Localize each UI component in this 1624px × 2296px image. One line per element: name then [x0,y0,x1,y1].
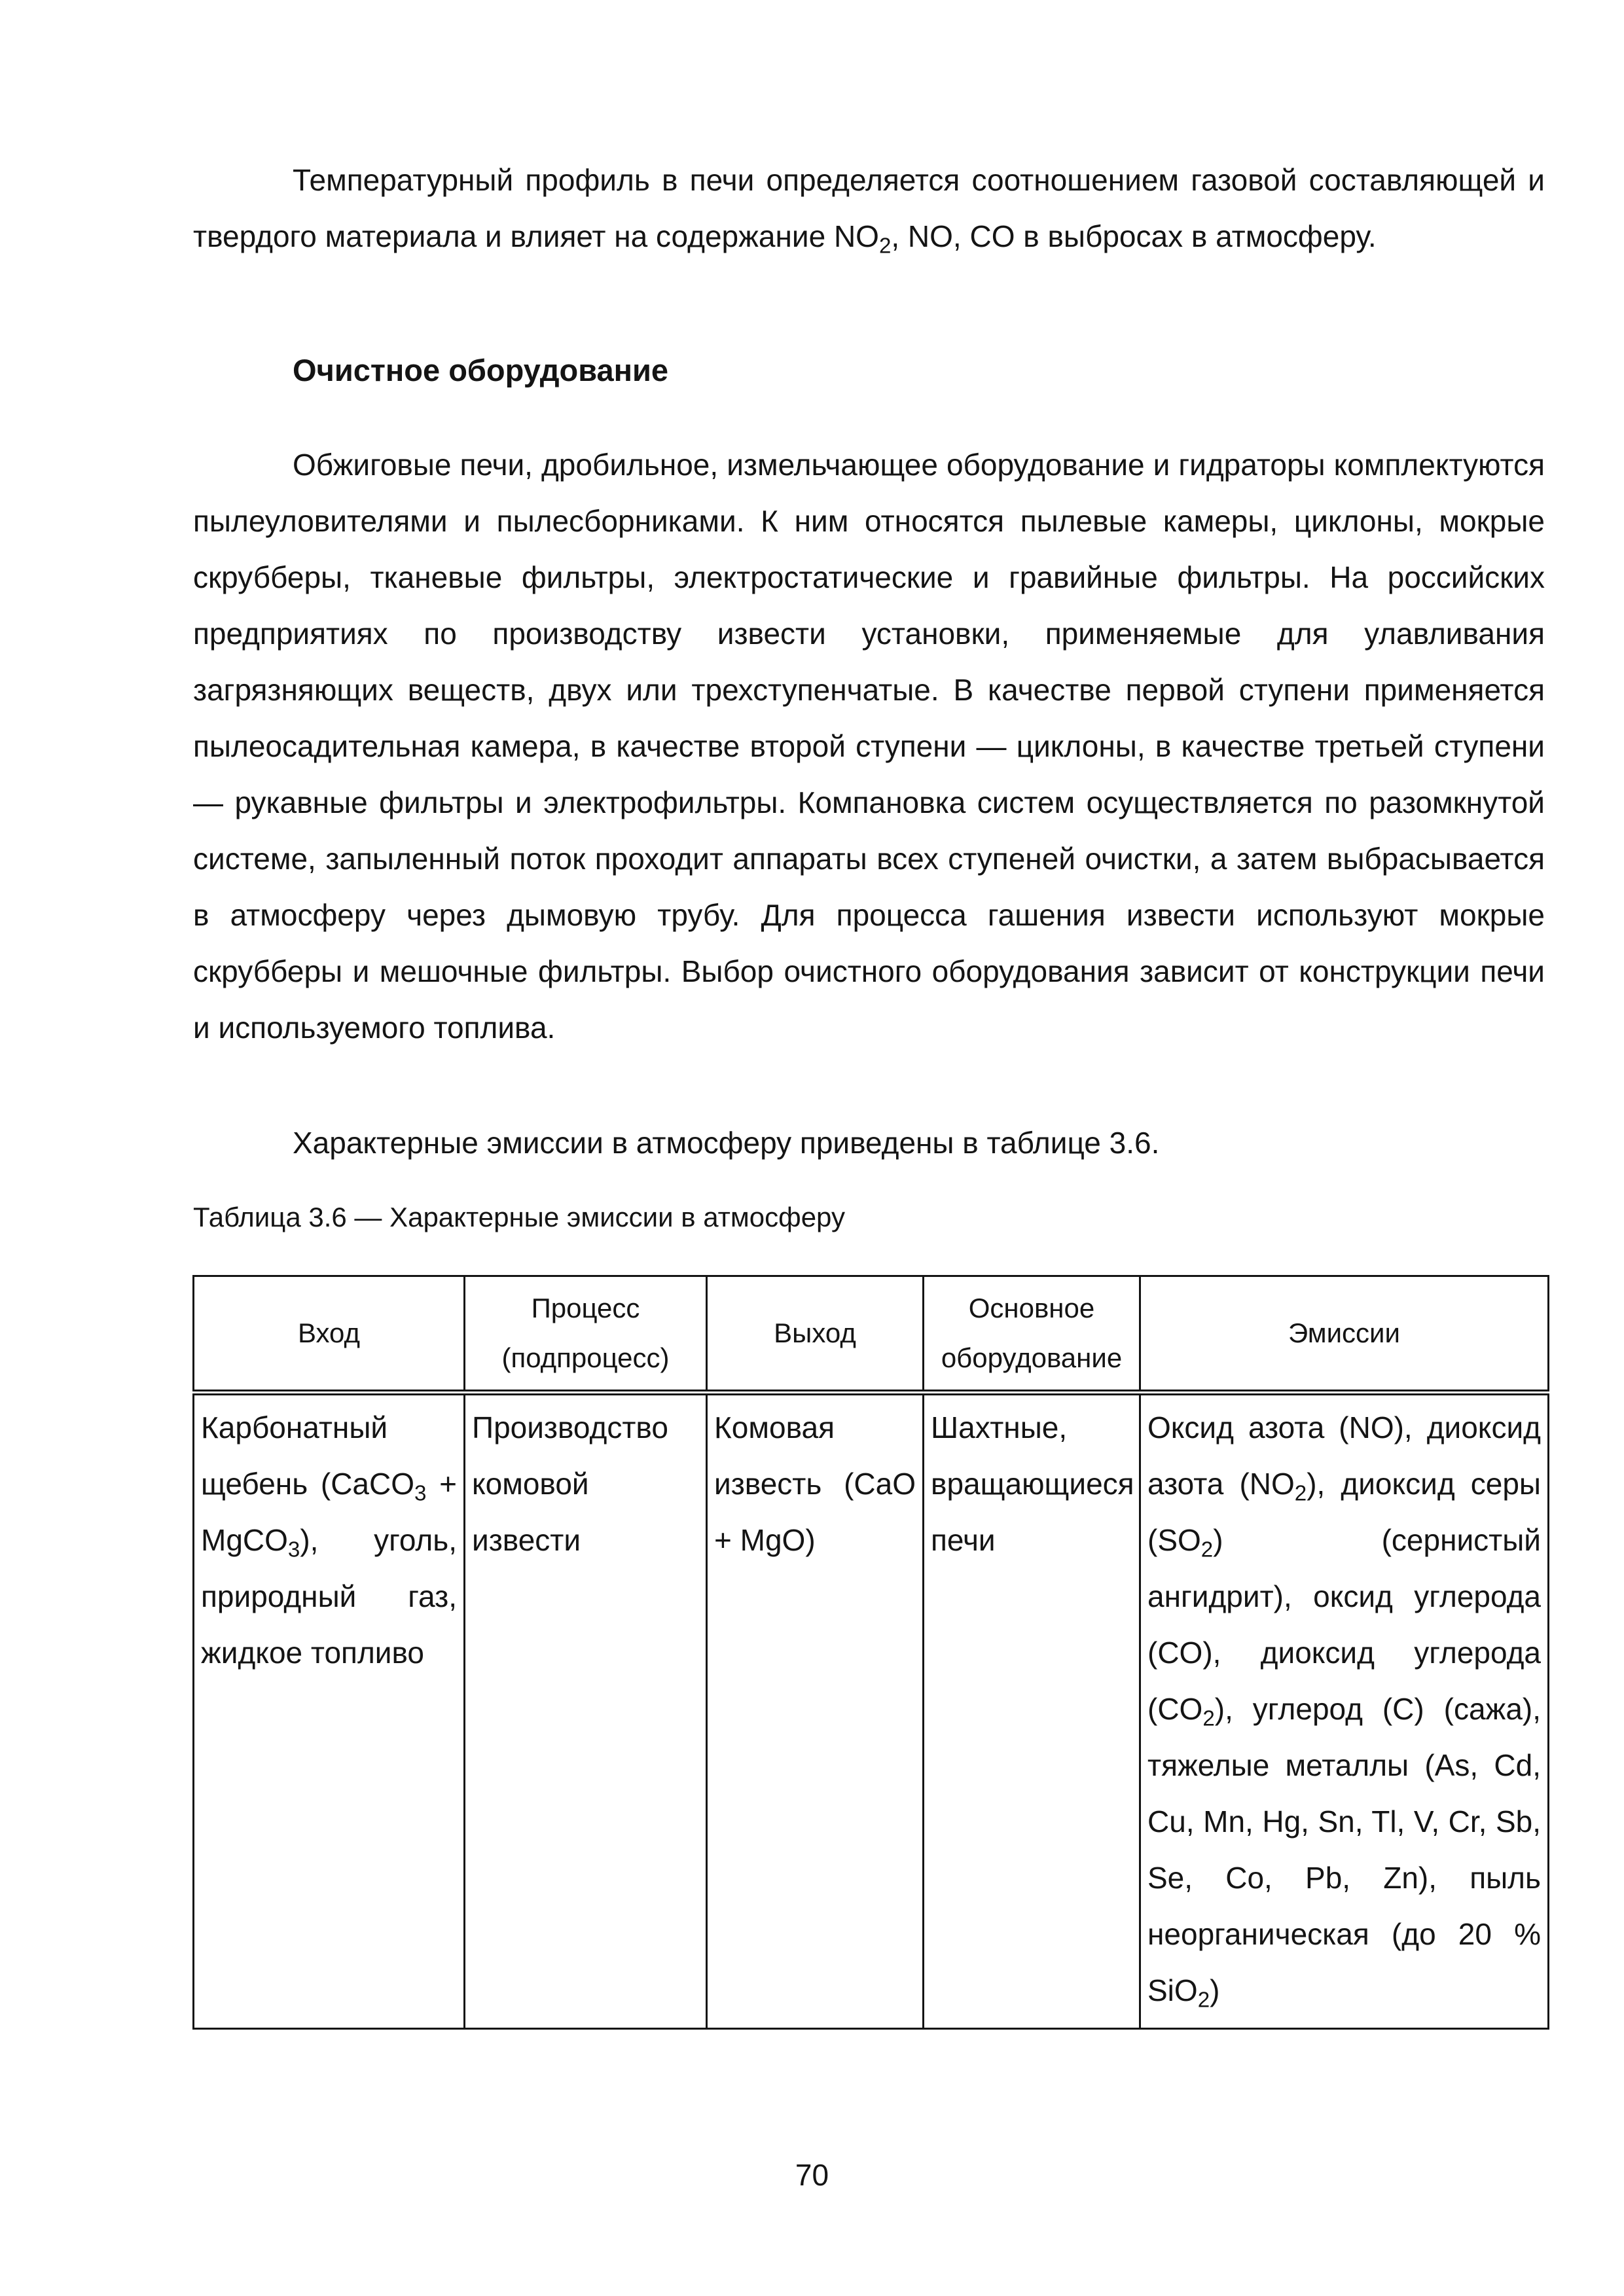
cell-text-part: ), уголь, природный газ, жидкое топливо [201,1523,457,1670]
cell-emissions [1140,1393,1549,2029]
table-reference-paragraph: Характерные эмиссии в атмосферу приведены в таблице 3.6. [293,1126,1160,1160]
intro-paragraph [193,152,1545,264]
subscript: 3 [287,1537,300,1562]
cell-process: Производство комовой извести [465,1393,707,2029]
cell-equipment: Шахтные, вращающиеся печи [924,1393,1140,2029]
intro-text-part: Температурный профиль в печи определяется соотношением газовой составляющей и твердого материала и влияет на содержание NO [193,163,1545,253]
section-heading: Очистное оборудование [293,353,669,387]
header-process-line2: (подпроцесс) [501,1342,670,1373]
page-number: 70 [795,2158,829,2192]
table-caption: Таблица 3.6 — Характерные эмиссии в атмосферу [193,1202,845,1232]
subscript: 2 [1200,1537,1214,1562]
cell-text-part: Оксид азота (NO), диоксид азота (NO [1147,1410,1541,1501]
equipment-paragraph: Обжиговые печи, дробильное, измельчающее оборудование и гидраторы комплектуются пылеуловителями и пылесборниками. К ним относятся пылевые камеры, циклоны, мокрые скрубберы, тканевые фильтры, электростатические и гравийные фильтры. На российских предприятиях по производству извести установки, применяемые для улавливания загрязняющих веществ, двух или трехступенчатые. В качестве первой ступени применяется пылеосадительная камера, в качестве второй ступени — циклоны, в качестве третьей ступени — рукавные фильтры и электрофильтры. Компановка систем осуществляется по разомкнутой системе, запыленный поток проходит аппараты всех ступеней очистки, а затем выбрасывается в атмосферу через дымовую трубу. Для процесса гашения извести используют мокрые скрубберы и мешочные фильтры. Выбор очистного оборудования зависит от конструкции печи и используемого топлива. [193,448,1545,1045]
header-input: Вход [194,1276,465,1393]
cell-input [194,1393,465,2029]
header-emissions: Эмиссии [1140,1276,1549,1393]
cell-text-part: ) (сернистый ангидрит), оксид углерода (CO), диоксид углерода (CO [1147,1523,1541,1726]
table-header-row [194,1276,1549,1393]
header-process [465,1276,707,1393]
subscript: 2 [1202,1706,1215,1731]
header-equipment-line2: оборудование [941,1342,1123,1373]
table-row [194,1393,1549,2029]
cell-text-part: + MgCO [201,1467,457,1557]
cell-text-part: ), углерод (C) (сажа), тяжелые металлы (As, Cd, Cu, Mn, Hg, Sn, Tl, V, Cr, Sb, Se, Co, Pb, Zn), пыль неорганическая (до 20 % SiO [1147,1692,1541,2007]
subscript: 2 [878,234,892,259]
emissions-table [192,1275,1549,2030]
cell-output: Комовая известь (CaO + MgO) [707,1393,924,2029]
cell-text-part: ) [1210,1973,1220,2007]
header-equipment [924,1276,1140,1393]
intro-text-part: , NO, CO в выбросах в атмосферу. [891,219,1377,253]
subscript: 3 [414,1481,427,1506]
cell-text-part: ), диоксид серы (SO [1147,1467,1541,1557]
header-process-line1: Процесс [531,1293,640,1323]
header-output: Выход [707,1276,924,1393]
cell-text-part: Карбонатный щебень (CaCO [201,1410,414,1501]
subscript: 2 [1294,1481,1307,1506]
header-equipment-line1: Основное [968,1293,1095,1323]
subscript: 2 [1197,1988,1210,2013]
